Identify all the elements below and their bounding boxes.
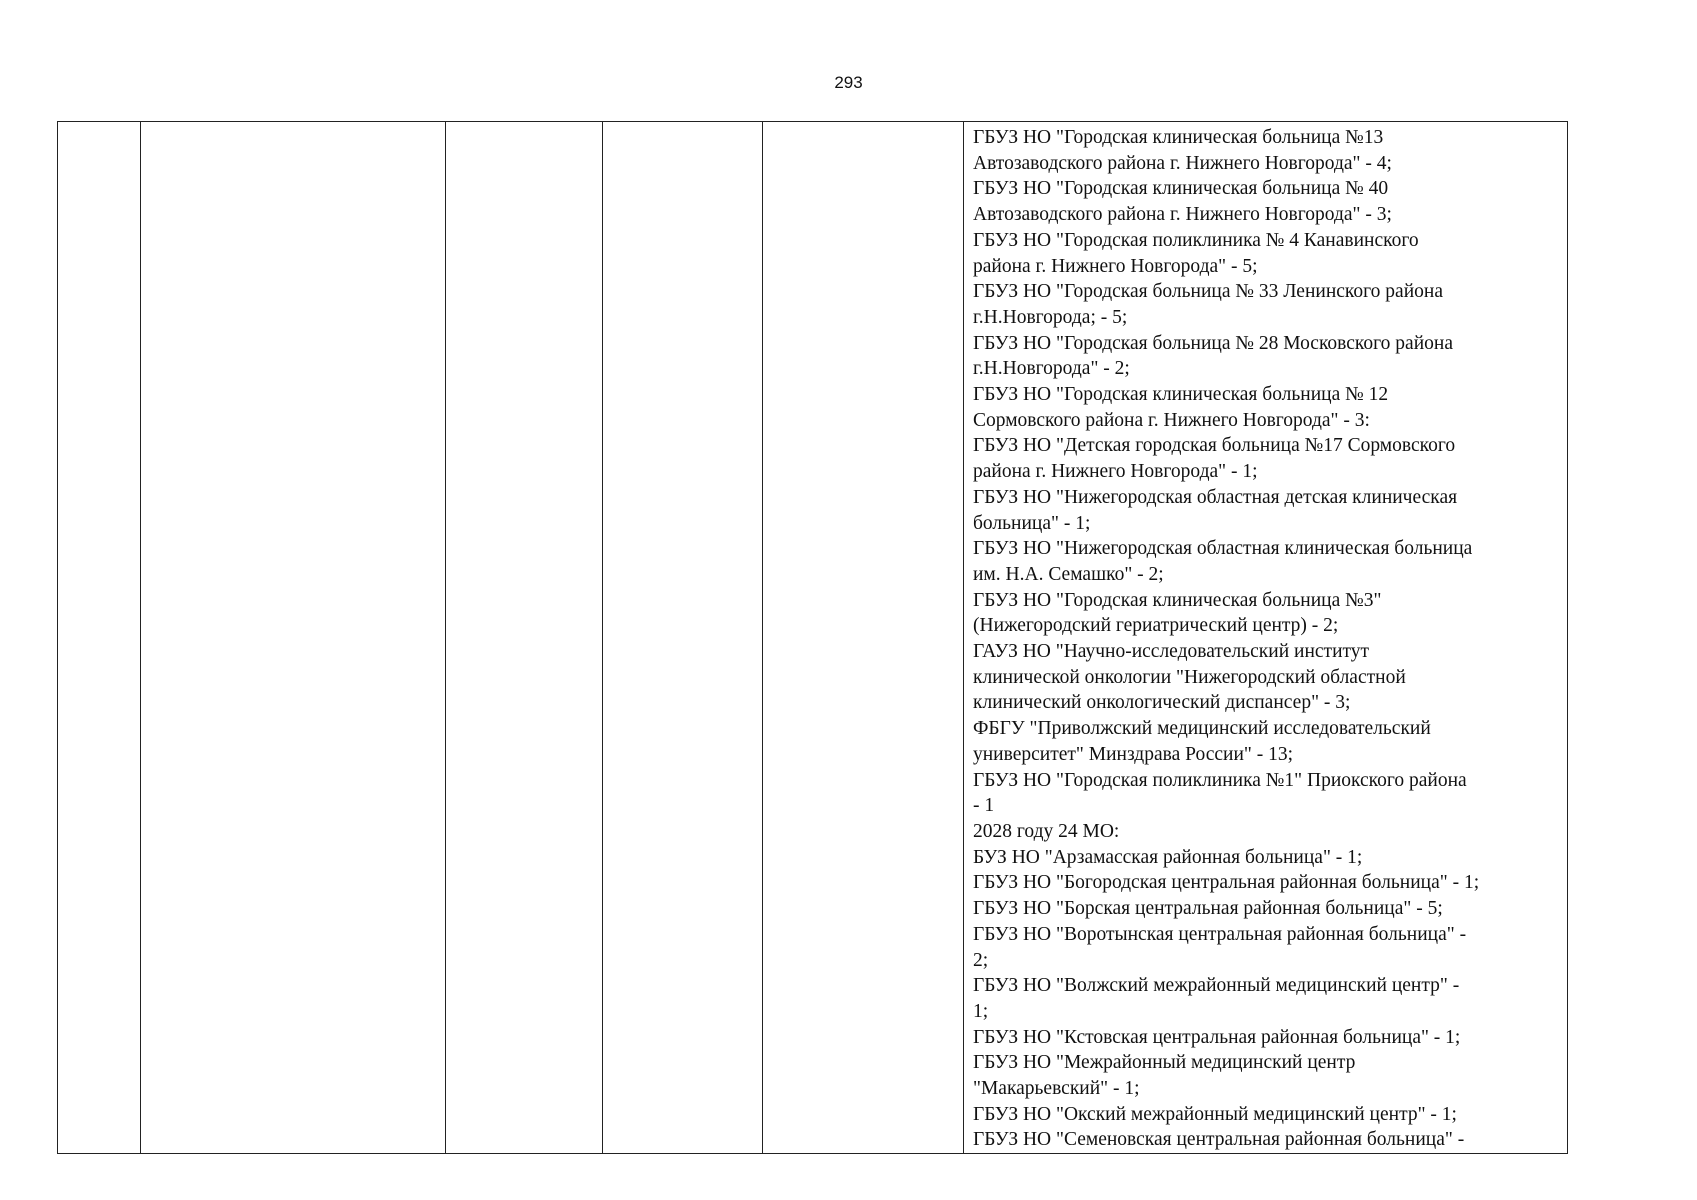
text-line: района г. Нижнего Новгорода" - 1; xyxy=(973,461,1258,483)
table-cell-col-1 xyxy=(58,122,141,1154)
table-cell-col-5 xyxy=(763,122,964,1154)
text-line: (Нижегородский гериатрический центр) - 2; xyxy=(973,615,1339,637)
text-line: клинический онкологический диспансер" - 3; xyxy=(973,692,1351,714)
text-line: им. Н.А. Семашко" - 2; xyxy=(973,563,1164,585)
text-line: университет" Минздрава России" - 13; xyxy=(973,743,1294,765)
table-cell-col-3 xyxy=(446,122,603,1154)
text-line: ГБУЗ НО "Городская больница № 33 Ленинского района xyxy=(973,281,1443,303)
table-cell-col-2 xyxy=(141,122,446,1154)
table-cell-col-4 xyxy=(603,122,763,1154)
text-line: Автозаводского района г. Нижнего Новгорода" - 3; xyxy=(973,204,1392,226)
text-line: - 1 xyxy=(973,795,995,817)
text-line: г.Н.Новгорода; - 5; xyxy=(973,306,1128,328)
text-line: ГБУЗ НО "Городская поликлиника № 4 Канавинского xyxy=(973,229,1419,251)
text-line: Автозаводского района г. Нижнего Новгорода" - 4; xyxy=(973,152,1392,174)
text-line: ГБУЗ НО "Межрайонный медицинский центр xyxy=(973,1052,1356,1074)
text-line: ГБУЗ НО "Городская больница № 28 Московского района xyxy=(973,332,1453,354)
text-line: 2; xyxy=(973,949,989,971)
page-number: 293 xyxy=(834,73,863,92)
text-line: ГБУЗ НО "Волжский межрайонный медицинский центр" - xyxy=(973,975,1460,997)
text-line: ГАУЗ НО "Научно-исследовательский институт xyxy=(973,641,1370,663)
text-line: ГБУЗ НО "Городская клиническая больница № 40 xyxy=(973,178,1389,200)
text-line: ГБУЗ НО "Борская центральная районная больница" - 5; xyxy=(973,898,1443,920)
text-line: Сормовского района г. Нижнего Новгорода" - 3: xyxy=(973,409,1370,431)
text-line: ГБУЗ НО "Городская поликлиника №1" Приокского района xyxy=(973,769,1467,791)
text-line: ГБУЗ НО "Городская клиническая больница №3" xyxy=(973,589,1382,611)
text-line: ГБУЗ НО "Нижегородская областная детская клиническая xyxy=(973,486,1458,508)
text-line: ГБУЗ НО "Окский межрайонный медицинский центр" - 1; xyxy=(973,1103,1457,1125)
text-line: ГБУЗ НО "Семеновская центральная районная больница" - xyxy=(973,1129,1465,1151)
text-line: БУЗ НО "Арзамасская районная больница" - 1; xyxy=(973,846,1363,868)
text-line: ГБУЗ НО "Кстовская центральная районная больница" - 1; xyxy=(973,1026,1461,1048)
text-line: ГБУЗ НО "Городская клиническая больница №13 xyxy=(973,127,1384,148)
text-line: г.Н.Новгорода" - 2; xyxy=(973,358,1130,380)
text-line: района г. Нижнего Новгорода" - 5; xyxy=(973,255,1258,277)
text-line: клинической онкологии "Нижегородский областной xyxy=(973,666,1406,688)
text-line: ГБУЗ НО "Нижегородская областная клиническая больница xyxy=(973,538,1473,560)
text-line: "Макарьевский" - 1; xyxy=(973,1078,1140,1100)
table-row xyxy=(58,122,1568,1154)
text-line: ФБГУ "Приволжский медицинский исследовательский xyxy=(973,718,1431,740)
text-line: 1; xyxy=(973,1000,989,1022)
table-cell-institutions xyxy=(964,122,1568,1154)
document-table xyxy=(57,121,1568,1154)
text-line: больница" - 1; xyxy=(973,512,1091,534)
institutions-list xyxy=(964,122,1567,1153)
text-line: ГБУЗ НО "Детская городская больница №17 Сормовского xyxy=(973,435,1456,457)
text-line: ГБУЗ НО "Богородская центральная районная больница" - 1; xyxy=(973,872,1480,894)
text-line: ГБУЗ НО "Воротынская центральная районная больница" - xyxy=(973,923,1467,945)
text-line: 2028 году 24 МО: xyxy=(973,820,1120,842)
text-line: ГБУЗ НО "Городская клиническая больница № 12 xyxy=(973,384,1389,406)
